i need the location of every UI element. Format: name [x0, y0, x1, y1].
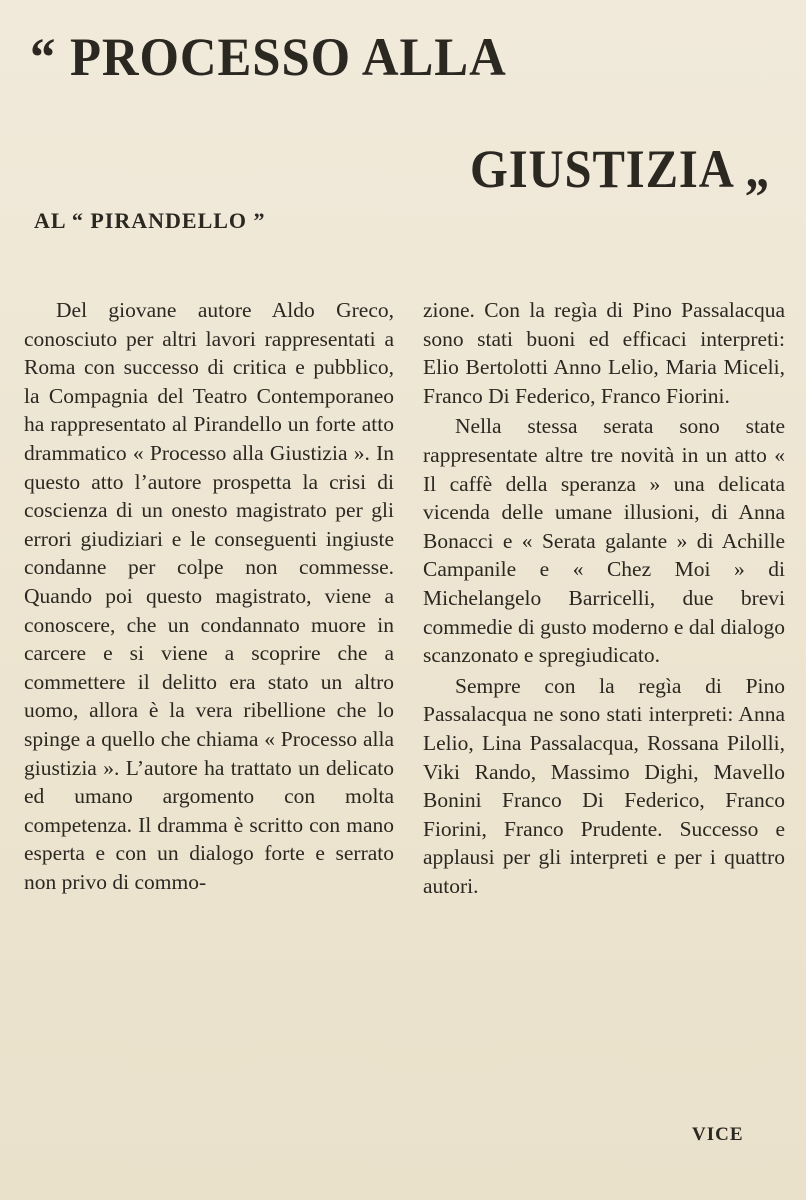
- left-column: [24, 296, 394, 896]
- right-column-continuation: zione. Con la regìa di Pino Passalacqua sono stati buoni ed efficaci interpreti: Elio Bertolotti Anno Lelio, Maria Miceli, Franco Di Federico, Franco Fiorini.: [423, 298, 785, 408]
- left-column-paragraph: Del giovane autore Aldo Greco, conosciuto per altri lavori rappresentati a Roma con successo di critica e pubblico, la Compagnia del Teatro Contemporaneo ha rappresentato al Pirandello un forte atto drammatico « Processo alla Giustizia ». In questo atto l’autore prospetta la crisi di coscienza di un onesto magistrato per gli errori giudiziari e le conseguenti ingiuste condanne per colpe non commesse. Quando poi questo magistrato, viene a conoscere, che un condannato muore in carcere e si viene a scoprire che a commettere il delitto era stato un altro uomo, allora è la vera ribellione che lo spinge a quello che chiama « Processo alla giustizia ». L’autore ha trattato un delicato ed umano argomento con molta competenza. Il dramma è scritto con mano esperta e con un dialogo forte e serrato non privo di commo-: [24, 298, 394, 894]
- headline-line-1: “ PROCESSO ALLA: [30, 27, 507, 87]
- kicker-subtitle: AL “ PIRANDELLO ”: [34, 208, 266, 233]
- headline-line-2: GIUSTIZIA „: [470, 139, 771, 199]
- right-column: [423, 296, 785, 900]
- right-column-paragraph-2: Nella stessa serata sono state rappresentate altre tre novità in un atto « Il caffè della speranza » una delicata vicenda delle umane illusioni, di Anna Bonacci e « Serata galante » di Achille Campanile e « Chez Moi » di Michelangelo Barricelli, due brevi commedie di gusto moderno e dal dialogo scanzonato e spregiudicato.: [423, 414, 785, 668]
- author-signature: VICE: [692, 1124, 744, 1145]
- right-column-paragraph-3: Sempre con la regìa di Pino Passalacqua ne sono stati interpreti: Anna Lelio, Lina Passalacqua, Rossana Pilolli, Viki Rando, Massimo Dighi, Mavello Bonini Franco Di Federico, Franco Fiorini, Franco Prudente. Successo e applausi per gli interpreti e per i quattro autori.: [423, 673, 785, 898]
